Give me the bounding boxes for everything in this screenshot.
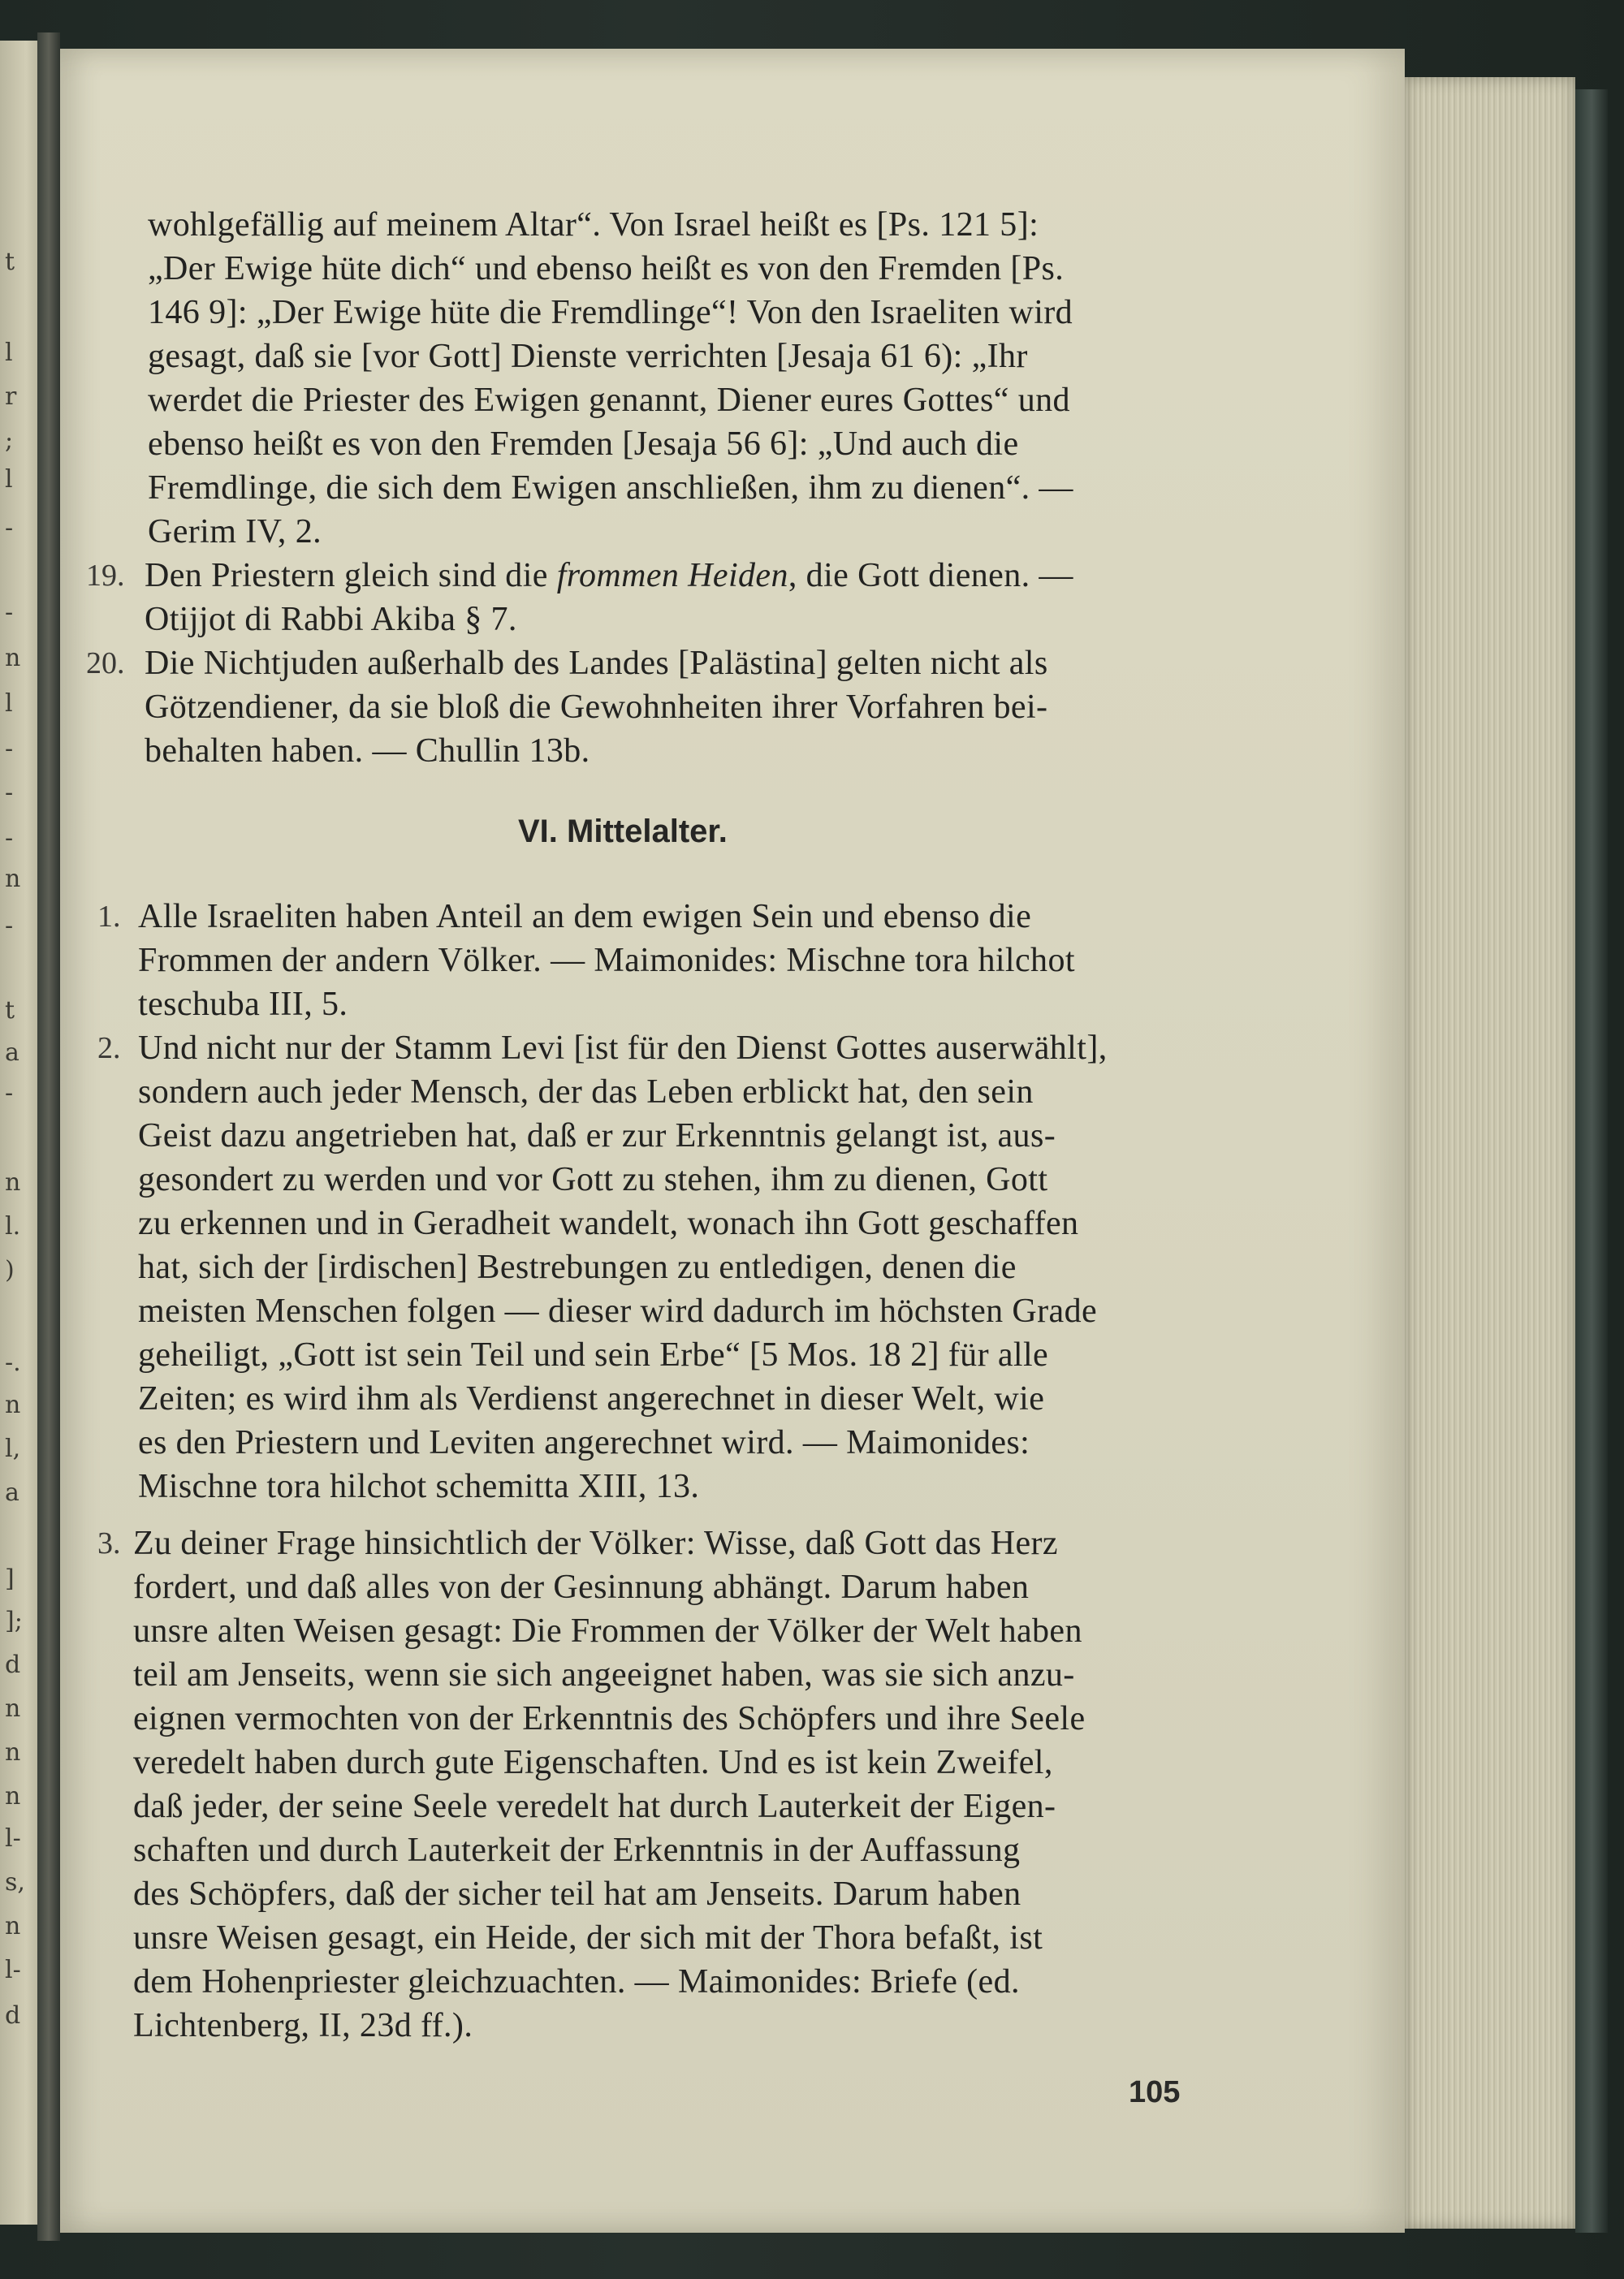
left-page-fragment: n bbox=[5, 644, 21, 672]
item-number: 20. bbox=[86, 646, 125, 680]
book-page bbox=[60, 49, 1405, 2233]
left-page-fragment: ] bbox=[5, 1565, 15, 1593]
text-line: Otijjot di Rabbi Akiba § 7. bbox=[145, 601, 517, 638]
text-line: sondern auch jeder Mensch, der das Leben erblickt hat, den sein bbox=[138, 1073, 1034, 1111]
text-line: Alle Israeliten haben Anteil an dem ewigen Sein und ebenso die bbox=[138, 898, 1032, 935]
left-page-fragment: l bbox=[5, 689, 13, 718]
text-line: zu erkennen und in Geradheit wandelt, wonach ihn Gott geschaffen bbox=[138, 1205, 1079, 1242]
text-line: Zeiten; es wird ihm als Verdienst angerechnet in dieser Welt, wie bbox=[138, 1380, 1045, 1418]
left-page-fragment: n bbox=[5, 1168, 21, 1197]
text-line: „Der Ewige hüte dich“ und ebenso heißt es von den Fremden [Ps. bbox=[148, 250, 1065, 287]
left-page-fragment: - bbox=[5, 514, 14, 542]
left-page-fragment: ) bbox=[5, 1256, 15, 1284]
item-number: 3. bbox=[97, 1526, 121, 1560]
left-page-fragment: n bbox=[5, 1912, 21, 1940]
page-number: 105 bbox=[1129, 2075, 1181, 2109]
left-page-fragment: t bbox=[5, 996, 15, 1025]
text-run: , die Gott dienen. — bbox=[788, 557, 1073, 594]
left-page-fragment: n bbox=[5, 1782, 21, 1811]
left-page-fragment: - bbox=[5, 779, 14, 807]
text-line: werdet die Priester des Ewigen genannt, Diener eures Gottes“ und bbox=[148, 382, 1070, 419]
text-line: des Schöpfers, daß der sicher teil hat am Jenseits. Darum haben bbox=[133, 1875, 1021, 1913]
left-page-fragment: ]; bbox=[5, 1607, 23, 1635]
text-line: Die Nichtjuden außerhalb des Landes [Palästina] gelten nicht als bbox=[145, 645, 1048, 682]
text-line: veredelt haben durch gute Eigenschaften. Und es ist kein Zweifel, bbox=[133, 1744, 1053, 1781]
item-number: 1. bbox=[97, 900, 121, 934]
left-page-fragment: t bbox=[5, 248, 15, 276]
left-page-fragment: - bbox=[5, 1079, 14, 1107]
left-page-fragment: - bbox=[5, 824, 14, 852]
left-page-fragment: n bbox=[5, 1391, 21, 1419]
text-line: unsre Weisen gesagt, ein Heide, der sich mit der Thora befaßt, ist bbox=[133, 1919, 1043, 1957]
text-line: hat, sich der [irdischen] Bestrebungen zu entledigen, denen die bbox=[138, 1249, 1017, 1286]
text-line: Mischne tora hilchot schemitta XIII, 13. bbox=[138, 1468, 700, 1505]
left-page-fragment: l. bbox=[5, 1212, 21, 1241]
left-page-edge bbox=[0, 41, 37, 2225]
text-line: 146 9]: „Der Ewige hüte die Fremdlinge“! Von den Israeliten wird bbox=[148, 294, 1073, 331]
text-line: eignen vermochten von der Erkenntnis des Schöpfers und ihre Seele bbox=[133, 1700, 1086, 1737]
text-line: es den Priestern und Leviten angerechnet wird. — Maimonides: bbox=[138, 1424, 1030, 1461]
italic-phrase: frommen Heiden bbox=[556, 557, 788, 594]
left-page-fragment: l- bbox=[5, 1956, 21, 1984]
text-line: meisten Menschen folgen — dieser wird dadurch im höchsten Grade bbox=[138, 1293, 1098, 1330]
left-page-fragment: -. bbox=[5, 1349, 21, 1377]
text-line: Fremdlinge, die sich dem Ewigen anschließen, ihm zu dienen“. — bbox=[148, 469, 1073, 507]
text-line: Und nicht nur der Stamm Levi [ist für den Dienst Gottes auserwählt], bbox=[138, 1029, 1108, 1067]
text-line: dem Hohenpriester gleichzuachten. — Maimonides: Briefe (ed. bbox=[133, 1963, 1020, 2001]
text-line: unsre alten Weisen gesagt: Die Frommen der Völker der Welt haben bbox=[133, 1612, 1082, 1650]
text-line: daß jeder, der seine Seele veredelt hat durch Lauterkeit der Eigen- bbox=[133, 1788, 1056, 1825]
item-number: 2. bbox=[97, 1031, 121, 1065]
text-line: wohlgefällig auf meinem Altar“. Von Israel heißt es [Ps. 121 5]: bbox=[148, 206, 1039, 244]
book-gutter bbox=[37, 32, 60, 2241]
text-line: Götzendiener, da sie bloß die Gewohnheiten ihrer Vorfahren bei- bbox=[145, 688, 1048, 726]
text-run: Den Priestern gleich sind die bbox=[145, 557, 557, 594]
left-page-fragment: n bbox=[5, 1738, 21, 1767]
text-line: gesagt, daß sie [vor Gott] Dienste verrichten [Jesaja 61 6): „Ihr bbox=[148, 338, 1028, 375]
left-page-fragment: a bbox=[5, 1038, 19, 1067]
left-page-fragment: a bbox=[5, 1478, 19, 1507]
left-page-fragment: n bbox=[5, 865, 21, 893]
section-heading: VI. Mittelalter. bbox=[518, 814, 728, 849]
left-page-fragment: n bbox=[5, 1694, 21, 1723]
text-line: Lichtenberg, II, 23d ff.). bbox=[133, 2007, 473, 2044]
text-line: gesondert zu werden und vor Gott zu stehen, ihm zu dienen, Gott bbox=[138, 1161, 1048, 1198]
text-line: Geist dazu angetrieben hat, daß er zur Erkenntnis gelangt ist, aus- bbox=[138, 1117, 1056, 1155]
left-page-fragment: - bbox=[5, 598, 14, 627]
left-page-fragment: l- bbox=[5, 1824, 21, 1853]
left-page-fragment: s, bbox=[5, 1868, 25, 1897]
text-line: behalten haben. — Chullin 13b. bbox=[145, 732, 590, 770]
left-page-fragment: - bbox=[5, 735, 14, 763]
text-line: Frommen der andern Völker. — Maimonides: Mischne tora hilchot bbox=[138, 942, 1075, 979]
item-number: 19. bbox=[86, 559, 125, 593]
text-line: Gerim IV, 2. bbox=[148, 513, 322, 550]
left-page-fragment: l bbox=[5, 465, 13, 494]
left-page-fragment: r bbox=[5, 382, 17, 411]
left-page-fragment: d bbox=[5, 1651, 21, 1679]
left-page-fragment: d bbox=[5, 2001, 21, 2030]
left-page-fragment: l, bbox=[5, 1435, 21, 1463]
book-cover-edge bbox=[1575, 89, 1608, 2233]
text-line: fordert, und daß alles von der Gesinnung abhängt. Darum haben bbox=[133, 1569, 1030, 1606]
text-line: Zu deiner Frage hinsichtlich der Völker: Wisse, daß Gott das Herz bbox=[133, 1525, 1058, 1562]
left-page-fragment: - bbox=[5, 912, 14, 940]
text-line: teil am Jenseits, wenn sie sich angeeignet haben, was sie sich anzu- bbox=[133, 1656, 1075, 1694]
text-line bbox=[145, 559, 1073, 593]
page-edges bbox=[1405, 77, 1575, 2229]
text-line: ebenso heißt es von den Fremden [Jesaja 56 6]: „Und auch die bbox=[148, 425, 1019, 463]
text-line: schaften und durch Lauterkeit der Erkenntnis in der Auffassung bbox=[133, 1832, 1021, 1869]
text-line: geheiligt, „Gott ist sein Teil und sein Erbe“ [5 Mos. 18 2] für alle bbox=[138, 1336, 1049, 1374]
text-line: teschuba III, 5. bbox=[138, 986, 348, 1023]
left-page-fragment: l bbox=[5, 339, 13, 367]
left-page-fragment: ; bbox=[5, 426, 14, 455]
